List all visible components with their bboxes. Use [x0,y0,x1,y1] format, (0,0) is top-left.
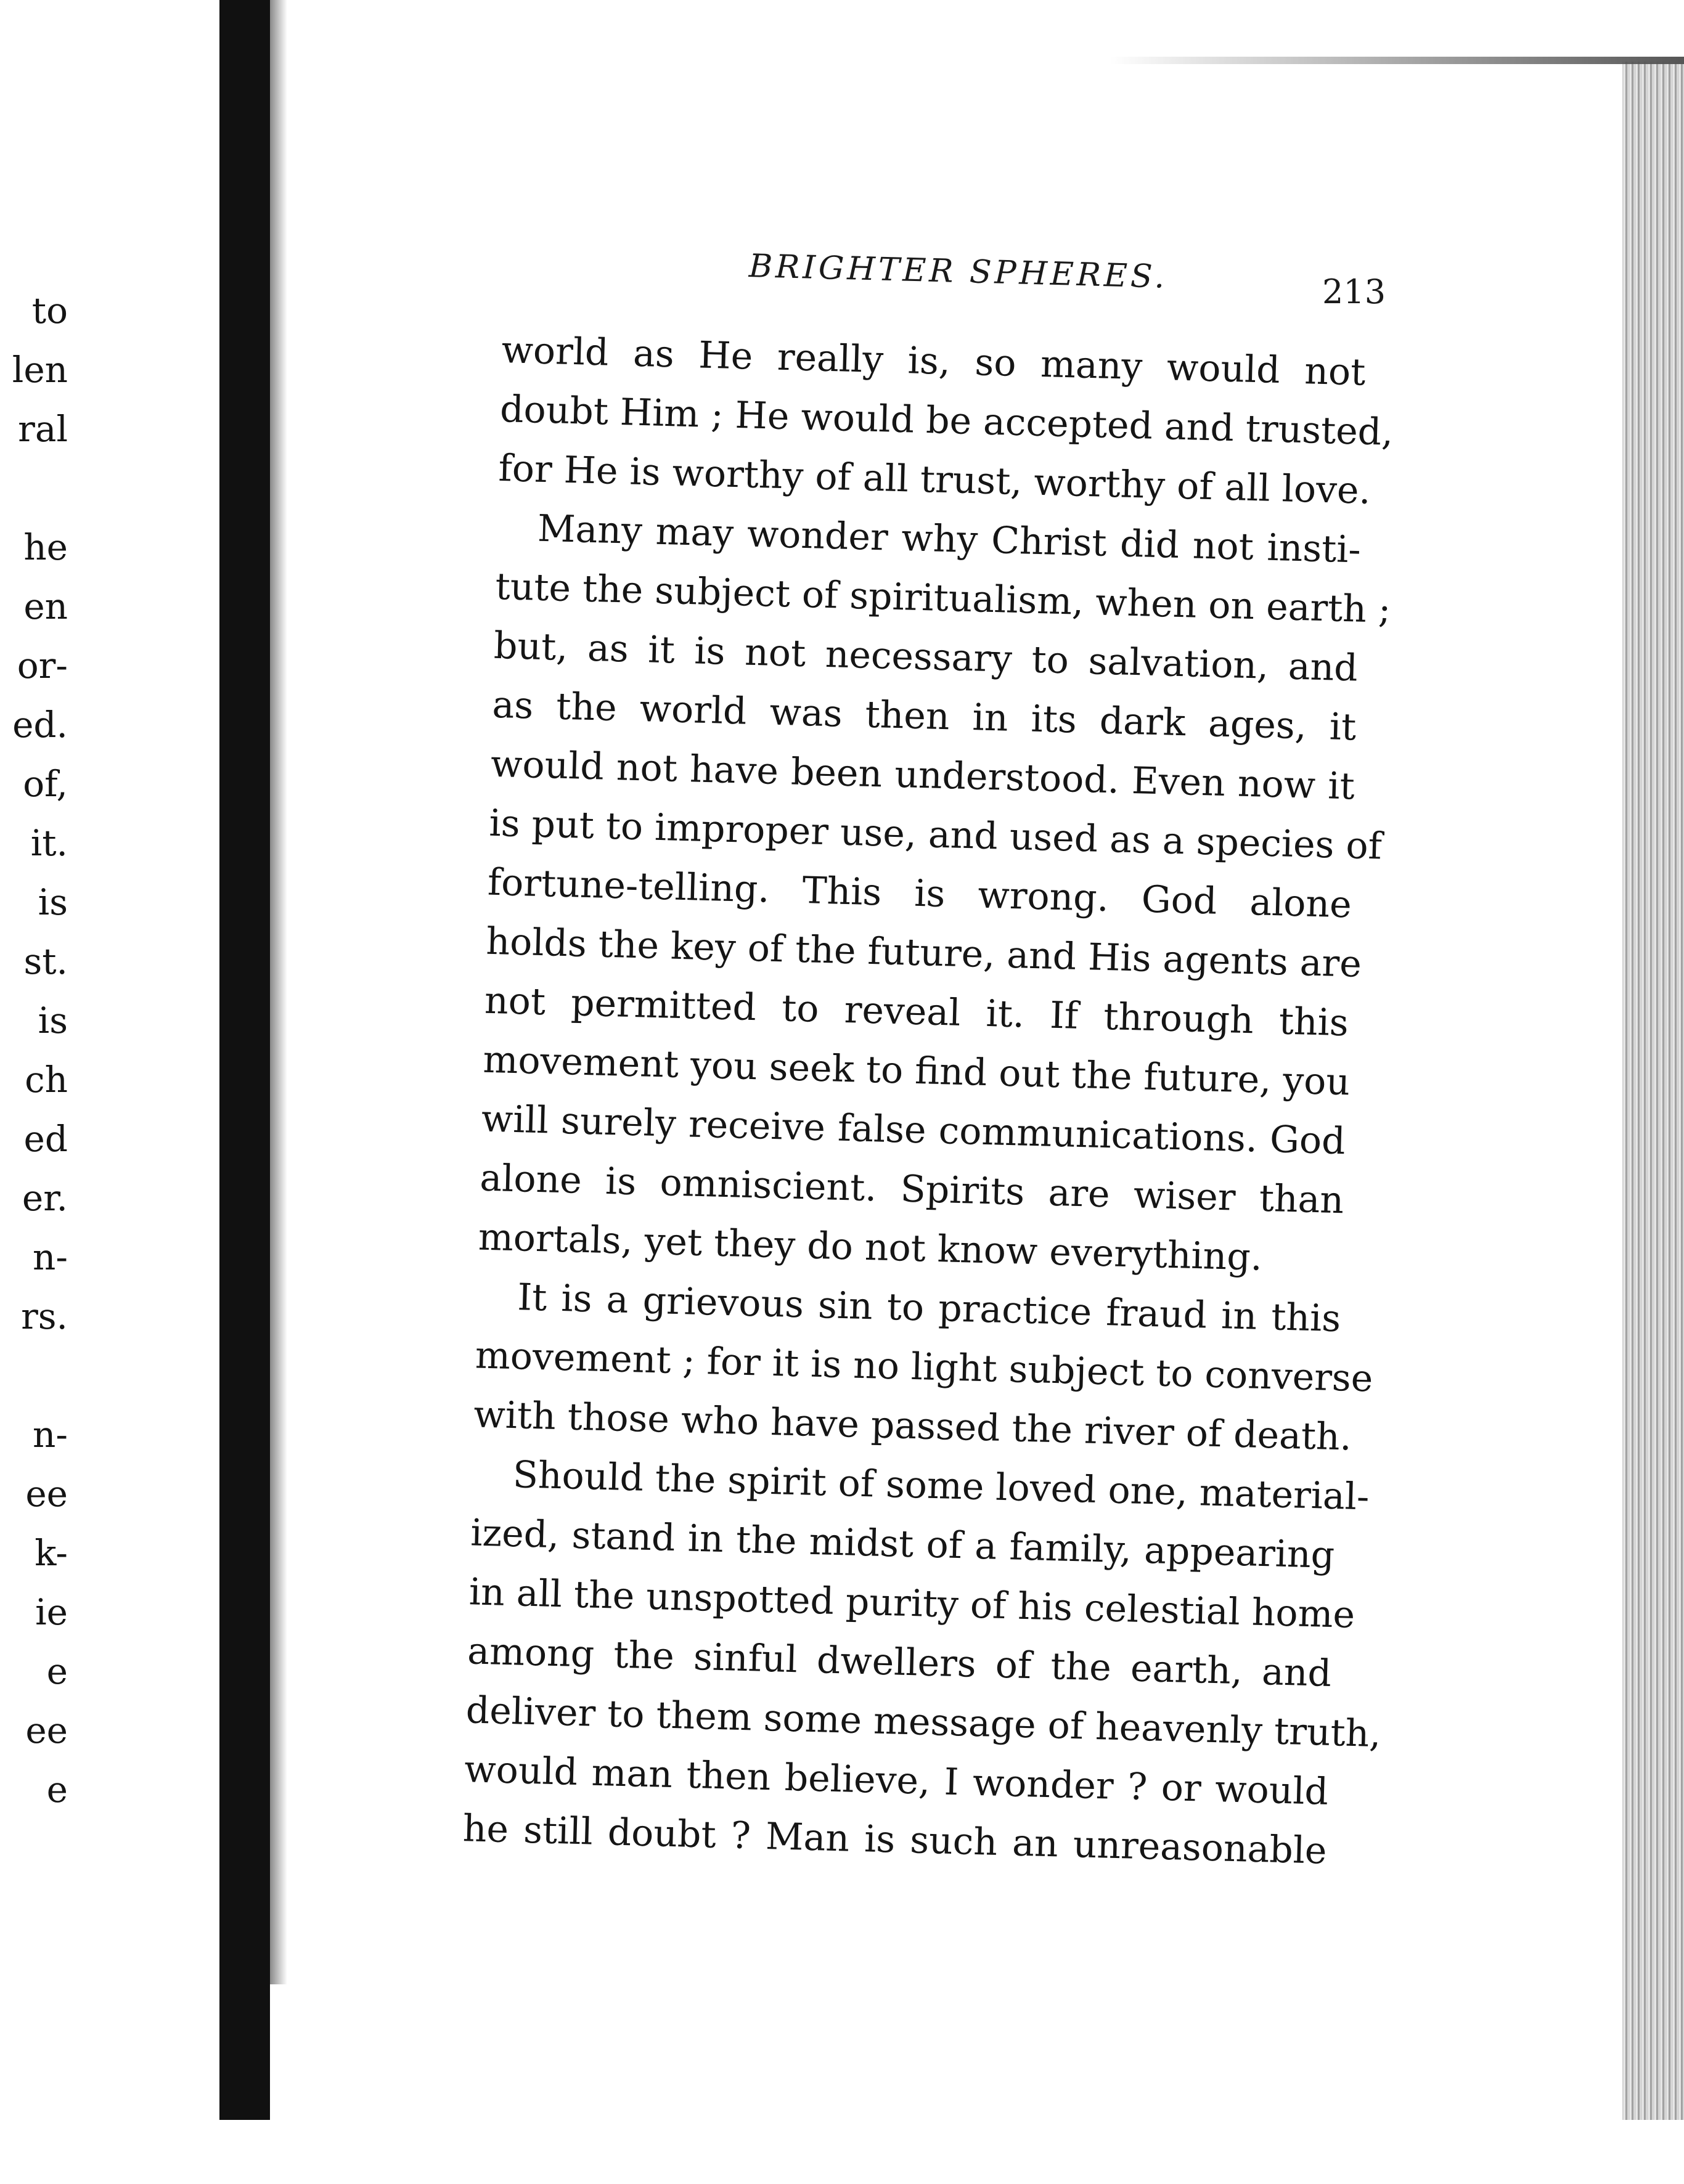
left-line-fragment: of, [23,763,68,805]
text-line: fortune-telling. This is wrong. God alone [487,860,1352,927]
scan-bottom-margin [0,2120,1684,2184]
page-number: 213 [1322,272,1386,311]
text-line: It is a grievous sin to practice fraud in this [517,1276,1341,1341]
binding-gutter [219,0,270,2184]
left-line-fragment: ee [25,1473,68,1515]
text-line: Should the spirit of some loved one, material- [512,1453,1370,1519]
left-line-fragment: or- [17,645,68,687]
left-line-fragment: k- [35,1532,68,1574]
binding-shadow [270,0,287,2184]
body-text [462,320,1394,1881]
text-line: ized, stand in the midst of a family, appearing [470,1511,1335,1578]
left-line-fragment: st. [23,940,68,982]
text-line: deliver to them some message of heavenly truth, [465,1689,1382,1756]
running-head: BRIGHTER SPHERES. [748,248,1169,296]
left-line-fragment: e [46,1650,68,1692]
left-line-fragment: is [38,881,68,923]
text-line: will surely receive false communications. God [481,1097,1346,1163]
text-line: would man then believe, I wonder ? or would [464,1748,1329,1814]
left-line-fragment: ed [23,1118,68,1160]
text-line: doubt Him ; He would be accepted and trusted, [499,387,1394,454]
left-line-fragment: ed. [12,704,68,746]
text-line: holds the key of the future, and His agents are [485,919,1362,986]
left-line-fragment: ie [35,1591,68,1633]
text-line: among the sinful dwellers of the earth, and [467,1629,1332,1695]
left-line-fragment: he [23,526,68,568]
left-line-fragment: n- [33,1414,68,1456]
text-line: movement you seek to find out the future, you [482,1038,1351,1104]
left-line-fragment: ch [25,1059,68,1101]
text-line: is put to improper use, and used as a species of [488,801,1383,868]
text-line: but, as it is not necessary to salvation, and [493,624,1359,690]
text-line: mortals, yet they do not know everything. [478,1215,1263,1279]
text-line: in all the unspotted purity of his celestial home [468,1570,1355,1637]
text-line: movement ; for it is no light subject to converse [475,1334,1374,1401]
text-line: would not have been understood. Even now it [490,742,1355,809]
page-edges [1622,62,1684,2120]
text-line: alone is omniscient. Spirits are wiser than [479,1156,1344,1223]
left-line-fragment: ee [25,1709,68,1751]
left-line-fragment: rs. [21,1295,68,1337]
left-line-fragment: len [12,349,68,391]
left-line-fragment: e [46,1769,68,1811]
text-line: with those who have passed the river of death. [473,1393,1352,1459]
text-line: not permitted to reveal it. If through this [484,979,1349,1045]
text-line: Many may wonder why Christ did not insti- [537,507,1362,572]
left-line-fragment: to [31,290,68,332]
page-top-edge [1110,57,1684,64]
left-line-fragment: is [38,1000,68,1041]
left-line-fragment: er. [22,1177,68,1219]
left-line-fragment: n- [33,1236,68,1278]
text-line: for He is worthy of all trust, worthy of all love. [497,446,1371,513]
text-line: as the world was then in its dark ages, it [491,683,1357,749]
left-line-fragment: en [23,585,68,627]
text-line: world as He really is, so many would not [501,328,1367,394]
text-line: he still doubt ? Man is such an unreasonable [462,1807,1328,1873]
left-line-fragment: ral [18,408,68,450]
text-line: tute the subject of spiritualism, when on earth ; [494,564,1392,632]
left-line-fragment: it. [30,822,68,864]
